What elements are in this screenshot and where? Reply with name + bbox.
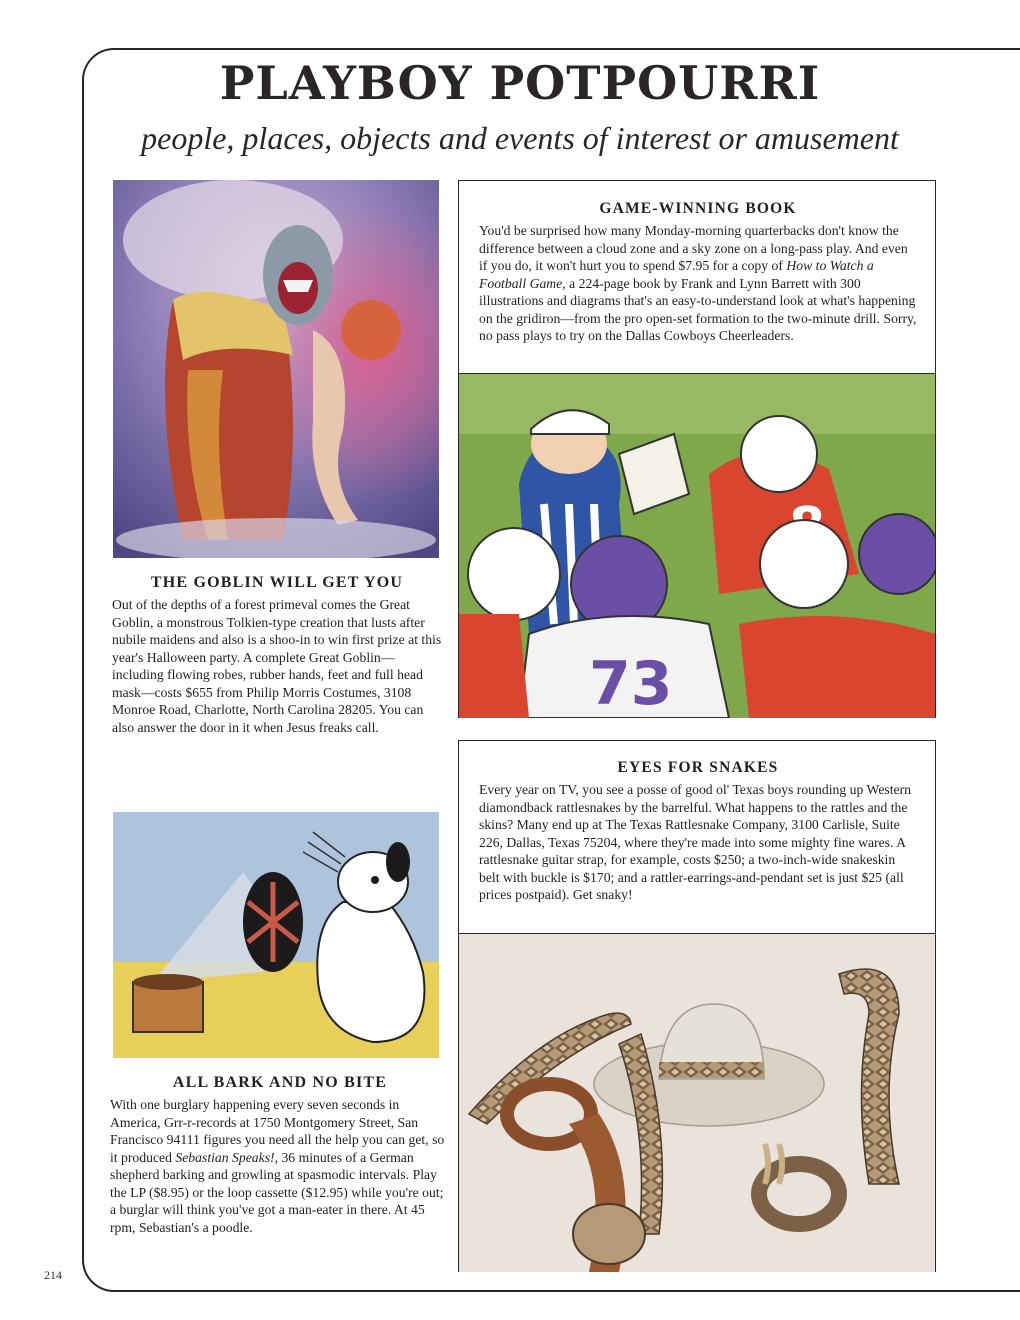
game-winning-book-box [458, 180, 936, 718]
page-title: PLAYBOY POTPOURRI [219, 56, 821, 110]
book-article [459, 181, 935, 345]
goblin-article [112, 574, 442, 736]
snakes-heading: EYES FOR SNAKES [617, 759, 779, 776]
snakes-article [459, 741, 935, 904]
bark-article [110, 1074, 450, 1236]
bark-title: Sebastian Speaks!, [175, 1149, 279, 1165]
bark-text-part2: 36 minutes of a German shepherd barking and growling at spasmodic intervals. Play the LP ($8.95) or the loop cassette ($12.95) while you're out; a burglar will think you've got a man-eater in there. At 45 rpm, Sebastian's a poodle. [110, 1149, 444, 1235]
page-number: 214 [44, 1268, 62, 1282]
goblin-text: Out of the depths of a forest primeval comes the Great Goblin, a monstrous Tolkien-type creation that lusts after nubile maidens and also is a shoo-in to win first prize at this year's Halloween party. A complete Great Goblin—including flowing robes, rubber hands, feet and full head mask—costs $655 from Philip Morris Costumes, 3108 Monroe Road, Charlotte, North Carolina 28205. You can also answer the door in it when Jesus freaks call. [112, 597, 442, 735]
book-text-part1: You'd be surprised how many Monday-morning quarterbacks don't know the difference between a cloud zone and a sky zone on a long-pass play. And even if you do, it won't hurt you to spend $7.95 for a copy of [479, 223, 908, 273]
dog-phonograph-illustration [113, 812, 439, 1058]
snakes-text: Every year on TV, you see a posse of good ol' Texas boys rounding up Western diamondback rattlesnakes by the barrelful. What happens to the rattles and the skins? Many end up at The Texas Rattlesnake Company, 3100 Carlisle, Suite 226, Dallas, Texas 75204, where they're made into some mighty fine wares. A rattlesnake guitar strap, for example, costs $250; a two-inch-wide snakeskin belt with buckle is $170; and a rattler-earrings-and-pendant set is just $25 (all prices postpaid). Get snaky! [479, 782, 911, 902]
eyes-for-snakes-box [458, 740, 936, 1272]
goblin-photo [113, 180, 439, 558]
bark-heading: ALL BARK AND NO BITE [172, 1074, 388, 1091]
football-illustration [459, 373, 935, 718]
book-text [479, 222, 917, 345]
book-text-part2: a 224-page book by Frank and Lynn Barrett with 300 illustrations and diagrams that's an easy-to-understand look at what's happening on the gridiron—from the pro open-set formation to the two-minute drill. Sorry, no pass plays to try on the Dallas Cowboys Cheerleaders. [479, 275, 917, 343]
snakeskin-photo [459, 933, 935, 1272]
book-title: How to Watch a Football Game, [479, 258, 874, 291]
jersey-number-73: 73 [589, 649, 673, 718]
goblin-heading: THE GOBLIN WILL GET YOU [150, 574, 404, 591]
book-heading: GAME-WINNING BOOK [599, 200, 797, 217]
page-subtitle: people, places, objects and events of interest or amusement [141, 120, 899, 156]
bark-text-part1: With one burglary happening every seven seconds in America, Grr-r-records at 1750 Montgomery Street, San Francisco 94111 figures you need all the help you can get, so it produced [110, 1097, 445, 1165]
bark-text [110, 1096, 450, 1236]
